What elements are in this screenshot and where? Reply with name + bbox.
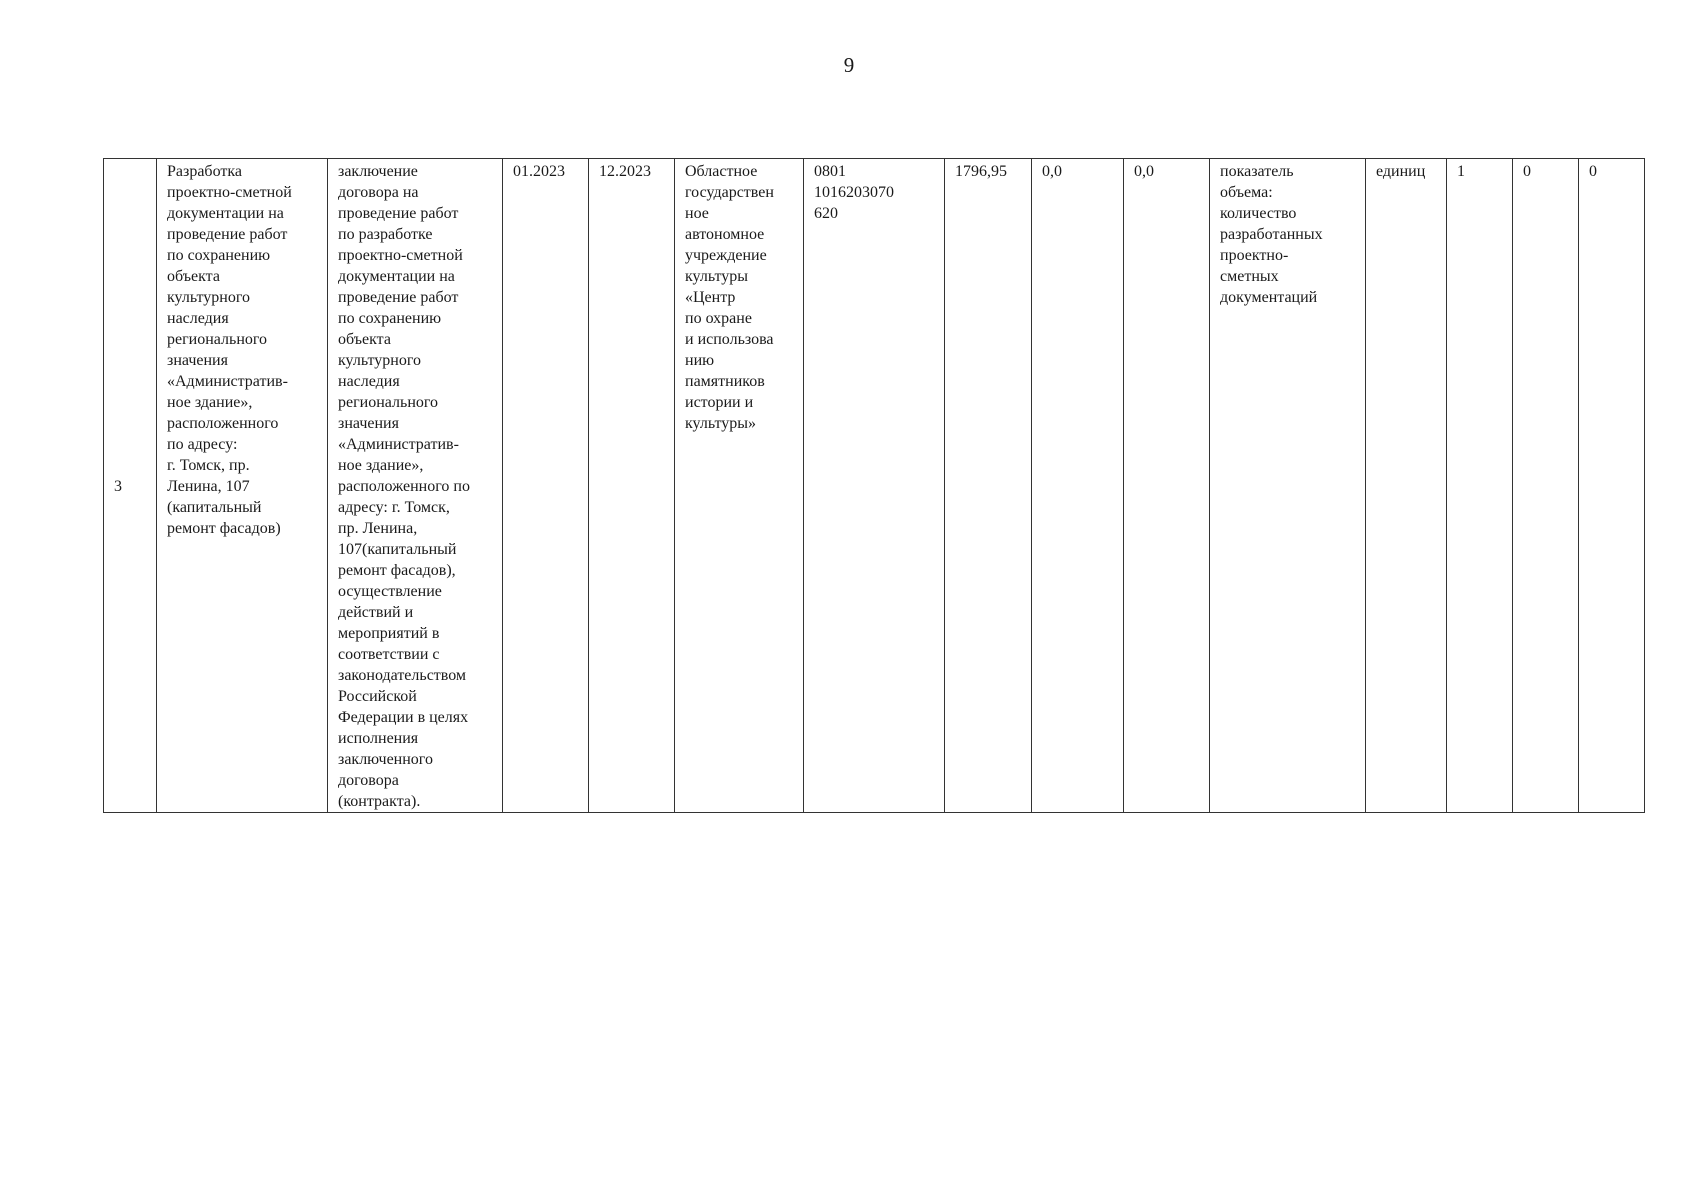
amount-3-cell: 0,0 — [1124, 159, 1210, 813]
program-measures-table — [103, 158, 1645, 813]
end-date-cell: 12.2023 — [589, 159, 675, 813]
row-number-cell: 3 — [104, 159, 157, 813]
value-2-cell: 0 — [1513, 159, 1579, 813]
measure-name-cell: Разработка проектно-сметной документации на проведение работ по сохранению объекта культурного наследия регионального значения «Административ- ное здание», расположенного по адресу: г. Томск, пр. Ленина, 107 (капитальный ремонт фасадов) — [157, 159, 328, 813]
executor-cell: Областное государствен ное автономное учреждение культуры «Центр по охране и использова нию памятников истории и культуры» — [675, 159, 804, 813]
budget-code-cell: 0801 1016203070 620 — [804, 159, 945, 813]
start-date-cell: 01.2023 — [503, 159, 589, 813]
page-number: 9 — [843, 53, 855, 77]
measure-action-cell: заключение договора на проведение работ по разработке проектно-сметной документации на проведение работ по сохранению объекта культурного наследия регионального значения «Административ- ное здание», расположенного по адресу: г. Томск, пр. Ленина, 107(капитальный ремонт фасадов), осуществление действий и мероприятий в соответствии с законодательством Российской Федерации в целях исполнения заключенного договора (контракта). — [328, 159, 503, 813]
value-1-cell: 1 — [1447, 159, 1513, 813]
table-row — [104, 159, 1645, 813]
indicator-cell: показатель объема: количество разработанных проектно- сметных документаций — [1210, 159, 1366, 813]
unit-cell: единиц — [1366, 159, 1447, 813]
amount-2-cell: 0,0 — [1032, 159, 1124, 813]
value-3-cell: 0 — [1579, 159, 1645, 813]
amount-1-cell: 1796,95 — [945, 159, 1032, 813]
